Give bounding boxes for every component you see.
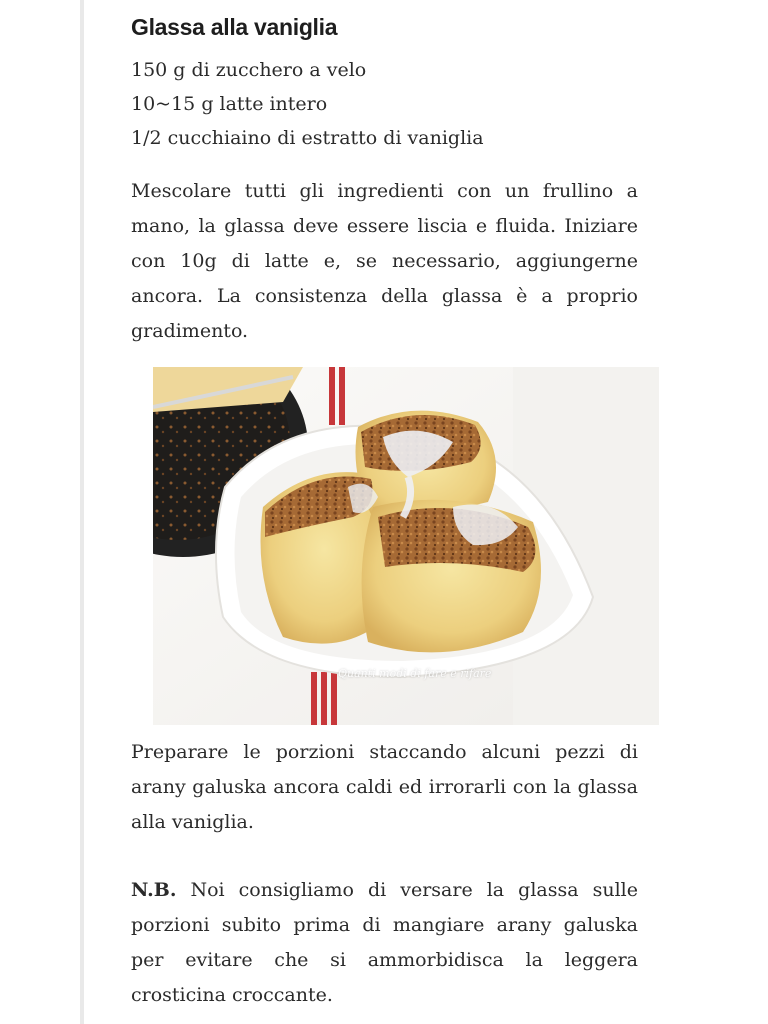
note-paragraph [131,873,638,1013]
ingredient-item: 150 g di zucchero a velo [131,59,367,81]
recipe-photo [153,367,659,725]
instructions-paragraph: Mescolare tutti gli ingredienti con un frullino a mano, la glassa deve essere liscia e fluida. Iniziare con 10g di latte e, se necessario, aggiungerne ancora. La consistenza della glassa è a proprio gradimento. [131,180,638,342]
note-text: Noi consigliamo di versare la glassa sulle porzioni subito prima di mangiare arany galuska per evitare che si ammorbidisca la leggera crosticina croccante. [131,879,638,1006]
section-heading: Glassa alla vaniglia [131,14,338,40]
serving-paragraph: Preparare le porzioni staccando alcuni pezzi di arany galuska ancora caldi ed irrorarli con la glassa alla vaniglia. [131,741,638,833]
ingredient-item: 10~15 g latte intero [131,93,328,115]
page-left-border [80,0,84,1024]
photo-watermark: Quanti modi di fare e rifare [338,667,492,680]
ingredient-list [131,53,484,155]
note-label: N.B. [131,879,177,901]
ingredient-item: 1/2 cucchiaino di estratto di vaniglia [131,127,484,149]
